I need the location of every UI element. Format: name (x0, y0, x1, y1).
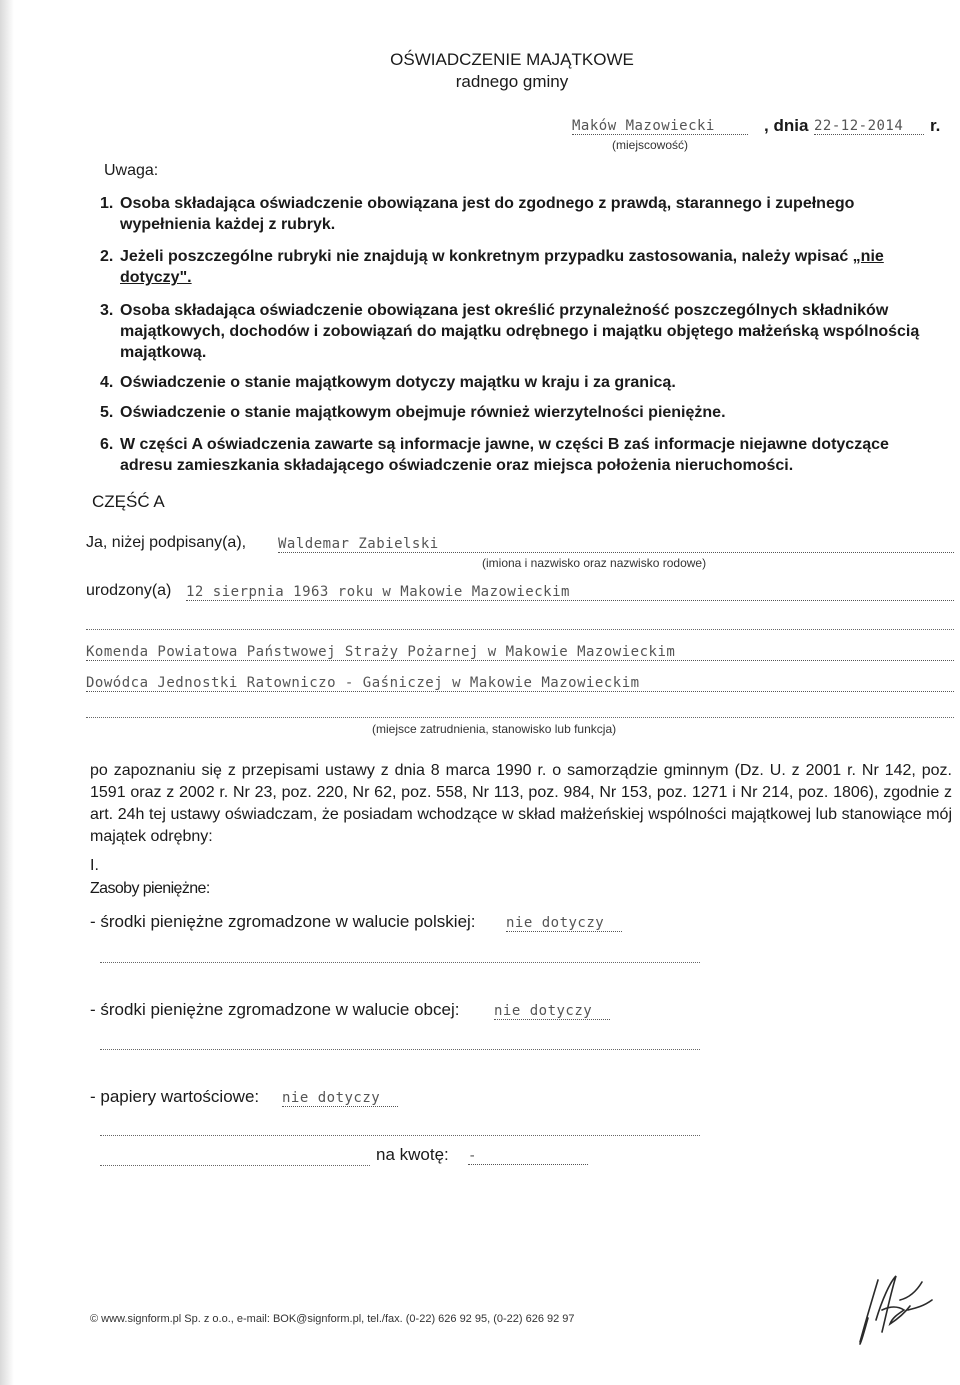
handwritten-signature (838, 1270, 938, 1355)
name-caption: (imiona i nazwisko oraz nazwisko rodowe) (482, 556, 707, 570)
employer-field: Komenda Powiatowa Państwowej Straży Pożarnej w Makowie Mazowieckim (86, 644, 954, 661)
note-number: 6. (100, 436, 114, 453)
blank-line (100, 1165, 370, 1166)
document-title: OŚWIADCZENIE MAJĄTKOWE (390, 50, 634, 69)
securities-label: - papiery wartościowe: (90, 1087, 260, 1106)
part-a-heading: CZĘŚĆ A (92, 492, 165, 511)
pln-field: nie dotyczy (506, 915, 622, 932)
note-text: W części A oświadczenia zawarte są informacje jawne, w części B zaś informacje niejawne dotyczące adresu zamieszkania składającego oświadczenie oraz miejsca położenia nieruchomości. (120, 436, 889, 474)
note-text: Osoba składająca oświadczenie obowiązana jest określić przynależność poszczególnych składników majątkowych, dochodów i zobowiązań do majątku odrębnego i majątku objętego małżeńską wspólnością majątkową. (120, 302, 920, 361)
note-number: 3. (100, 302, 114, 319)
document-subtitle: radnego gminy (455, 72, 569, 91)
note-text (120, 246, 930, 288)
born-field: 12 sierpnia 1963 roku w Makowie Mazowieckim (186, 584, 954, 601)
note-text: Osoba składająca oświadczenie obowiązana jest do zgodnego z prawdą, starannego i zupełnego wypełnienia każdej z rubryk. (120, 195, 855, 233)
footer-text: © www.signform.pl Sp. z o.o., e-mail: BOK@signform.pl, tel./fax. (0-22) 626 92 95, (0-22) 626 92 97 (90, 1313, 575, 1325)
employment-caption: (miejsce zatrudnienia, stanowisko lub funkcja) (372, 722, 617, 736)
note-number: 1. (100, 195, 114, 212)
amount-field: - (468, 1148, 588, 1165)
place-field: Maków Mazowiecki (572, 118, 748, 135)
note-text: Oświadczenie o stanie majątkowym dotyczy majątku w kraju i za granicą. (120, 374, 676, 391)
date-field: 22-12-2014 (814, 118, 924, 135)
blank-line (100, 962, 700, 963)
signed-label: Ja, niżej podpisany(a), (86, 534, 247, 551)
foreign-label: - środki pieniężne zgromadzone w walucie obcej: (90, 1000, 460, 1019)
note-number: 5. (100, 404, 114, 421)
date-label: , dnia (764, 116, 809, 135)
section-roman: I. (90, 857, 99, 874)
foreign-field: nie dotyczy (494, 1003, 610, 1020)
date-suffix: r. (930, 116, 941, 135)
amount-label: na kwotę: (376, 1145, 449, 1164)
note-quote: „nie dotyczy". (120, 248, 884, 286)
blank-line (100, 1049, 700, 1050)
scan-edge-shadow (0, 0, 14, 1385)
securities-field: nie dotyczy (282, 1090, 398, 1107)
pln-label: - środki pieniężne zgromadzone w walucie polskiej: (90, 912, 476, 931)
name-field: Waldemar Zabielski (278, 536, 954, 553)
note-number: 2. (100, 248, 114, 265)
blank-line (86, 717, 954, 718)
blank-line (86, 629, 954, 630)
notes-label: Uwaga: (104, 162, 159, 179)
born-label: urodzony(a) (86, 582, 172, 599)
note-number: 4. (100, 374, 114, 391)
blank-line (100, 1135, 700, 1136)
note-text-main: Jeżeli poszczególne rubryki nie znajdują w konkretnym przypadku zastosowania, należy wpisać (120, 248, 849, 265)
note-text: Oświadczenie o stanie majątkowym obejmuje również wierzytelności pieniężne. (120, 404, 726, 421)
section-title: Zasoby pieniężne: (90, 880, 210, 897)
position-field: Dowódca Jednostki Ratowniczo - Gaśniczej w Makowie Mazowieckim (86, 675, 954, 692)
place-caption: (miejscowość) (612, 138, 689, 152)
statement-text: po zapoznaniu się z przepisami ustawy z dnia 8 marca 1990 r. o samorządzie gminnym (Dz. U. z 2001 r. Nr 142, poz. 1591 oraz z 2002 r. Nr 23, poz. 220, Nr 62, poz. 558, Nr 113, poz. 984, Nr 153, poz. 1271 i Nr 214, poz. 1806), zgodnie z art. 24h tej ustawy oświadczam, że posiadam wchodzące w skład małżeńskiej wspólności majątkowej lub stanowiące mój majątek odrębny: (90, 762, 952, 845)
